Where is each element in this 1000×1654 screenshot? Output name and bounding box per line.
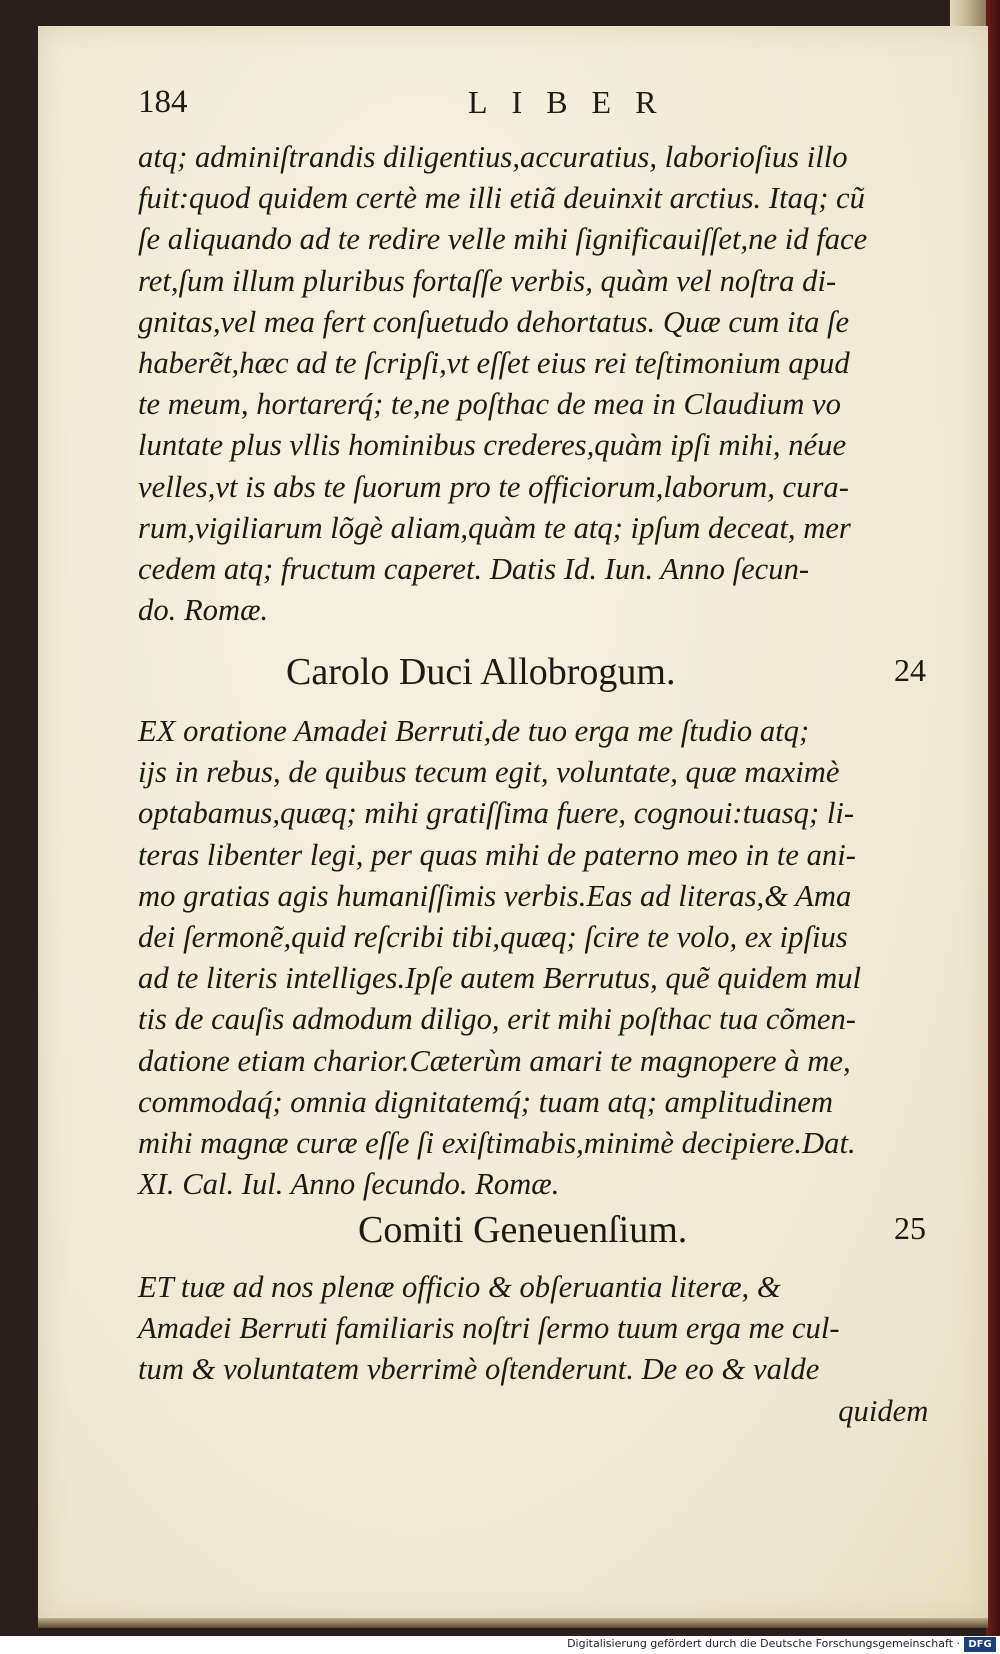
text-line: velles,vt is abs te ſuorum pro te officiorum,laborum, cura- [138,468,849,504]
text-line: do. Romæ. [138,592,269,628]
text-line: mihi magnæ curæ eſſe ſi exiſtimabis,minimè decipiere.Dat. [138,1125,856,1161]
text-line: luntate plus vllis hominibus crederes,quàm ipſi mihi, néue [138,427,847,463]
text-line: fuit:quod quidem certè me illi etiã deuinxit arctius. Itaq; cũ [138,180,865,216]
page-bottom-edge [38,1618,988,1628]
page-header [138,84,938,124]
letter-24-heading [138,650,938,696]
text-line: EX oratione Amadei Berruti,de tuo erga me ſtudio atq; [138,713,810,748]
text-line: teras libenter legi, per quas mihi de paterno meo in te ani- [138,836,856,872]
dfg-logo-icon: DFG [964,1637,996,1652]
text-line: haberẽt,hæc ad te ſcripſi,vt eſſet eius rei teſtimonium apud [138,345,850,381]
letter-23-text [138,136,938,630]
text-line: te meum, hortarerq́; te,ne poſthac de mea in Claudium vo [138,386,841,422]
text-line: ſe aliquando ad te redire velle mihi ſignificauiſſet,ne id face [138,221,868,257]
letter-25-addressee: Comiti Geneuenſium. [358,1209,688,1251]
text-line: XI. Cal. Iul. Anno ſecundo. Romæ. [138,1166,560,1202]
text-line: datione etiam charior.Cæterùm amari te magnopere à me, [138,1042,851,1078]
text-line: optabamus,quæq; mihi gratiſſima fuere, cognoui:tuasq; li- [138,795,855,831]
letter-24-number: 24 [894,652,926,688]
catchword: quidem [838,1392,929,1428]
text-line: mo gratias agis humaniſſimis verbis.Eas ad literas,& Ama [138,877,852,913]
binding-strip [986,0,1000,1640]
letter-25-heading [138,1208,938,1254]
text-line: commodaq́; omnia dignitatemq́; tuam atq; amplitudinem [138,1083,834,1119]
text-line: gnitas,vel mea fert conſuetudo dehortatus. Quæ cum ita ſe [138,303,850,339]
letter-24-addressee: Carolo Duci Allobrogum. [286,651,676,693]
text-line: atq; adminiſtrandis diligentius,accuratius, laborioſius illo [138,139,848,174]
text-line: tis de cauſis admodum diligo, erit mihi poſthac tua cõmen- [138,1001,856,1037]
text-line: ET tuæ ad nos plenæ officio & obſeruantia literæ, & [138,1269,781,1304]
digitization-footer [0,1636,1000,1654]
letter-25-text [138,1266,938,1431]
text-line: ad te literis intelliges.Ipſe autem Berrutus, quẽ quidem mul [138,960,862,996]
folio-number: 184 [138,84,188,120]
text-line: Amadei Berruti familiaris noſtri ſermo tuum erga me cul- [138,1310,840,1346]
letter-24-text [138,710,938,1204]
text-line: ijs in rebus, de quibus tecum egit, voluntate, quæ maximè [138,754,840,790]
text-line: cedem atq; fructum caperet. Datis Id. Iun. Anno ſecun- [138,551,810,587]
text-line: rum,vigiliarum lõgè aliam,quàm te atq; ipſum deceat, mer [138,509,851,545]
text-line: ret,ſum illum pluribus fortaſſe verbis, quàm vel noſtra di- [138,262,837,298]
text-line: tum & voluntatem vberrimè oſtenderunt. De eo & valde [138,1351,820,1387]
text-line: dei ſermonẽ,quid reſcribi tibi,quæq; ſcire te volo, ex ipſius [138,919,848,955]
running-head: LIBER [468,84,681,120]
footer-credit: Digitalisierung gefördert durch die Deutsche Forschungsgemeinschaft · [567,1637,960,1650]
letter-25-number: 25 [894,1210,926,1246]
